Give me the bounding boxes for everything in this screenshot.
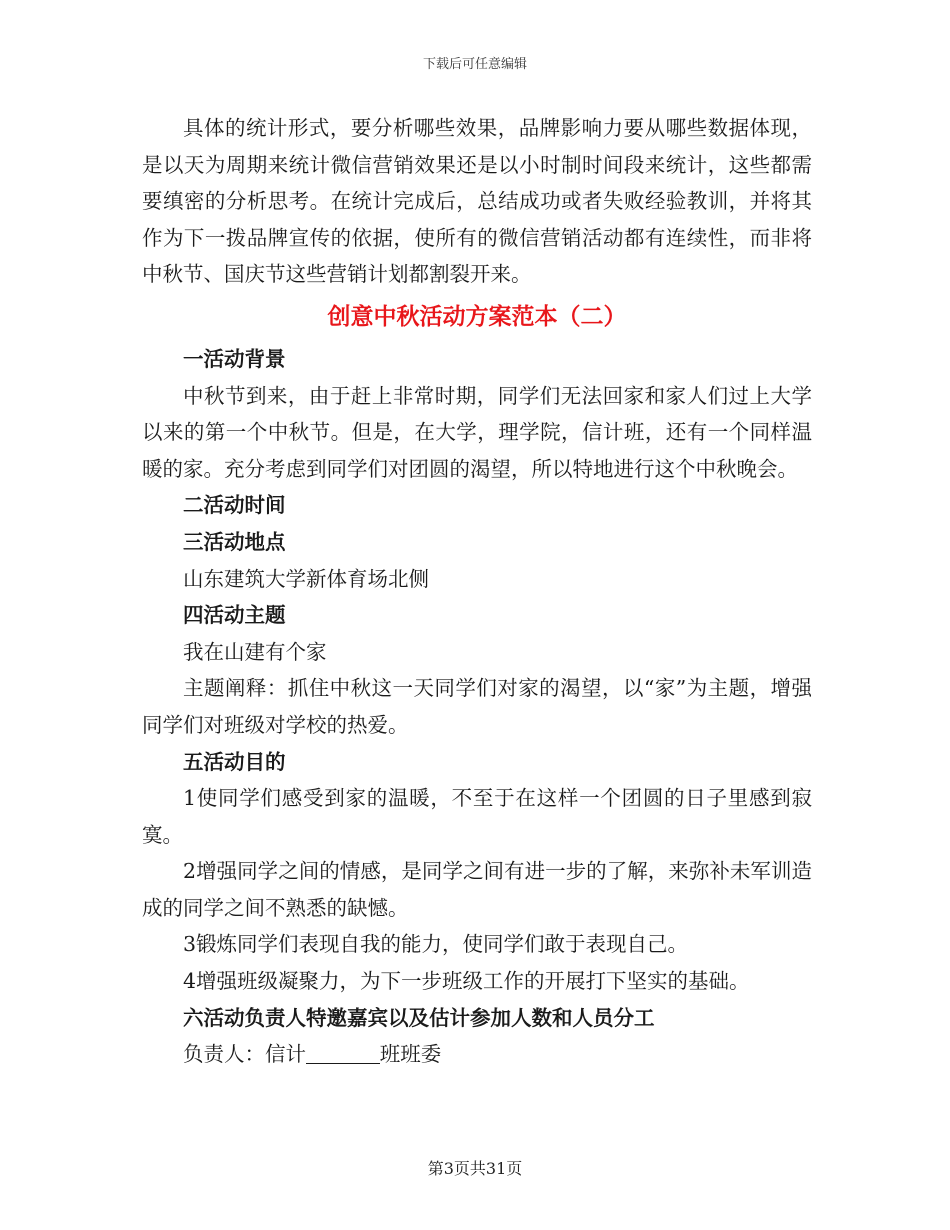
- heading-goals: 五活动目的: [183, 749, 286, 774]
- blank-underline: [306, 1043, 380, 1065]
- heading-staff: 六活动负责人特邀嘉宾以及估计参加人数和人员分工: [183, 1005, 655, 1030]
- responsible-suffix: 班班委: [379, 1042, 442, 1067]
- goal-item-2: 2增强同学之间的情感，是同学之间有进一步的了解，来弥补未军训造成的同学之间不熟悉的缺憾。: [142, 859, 812, 920]
- responsible-prefix: 负责人：信计: [183, 1042, 306, 1067]
- goal-item-3: 3锻炼同学们表现自我的能力，使同学们敢于表现自己。: [183, 932, 689, 957]
- heading-theme: 四活动主题: [183, 603, 286, 628]
- heading-location: 三活动地点: [183, 529, 286, 554]
- page-footer: 第3页共31页: [427, 1159, 523, 1178]
- theme-text: 我在山建有个家: [183, 639, 327, 664]
- heading-time: 二活动时间: [183, 493, 286, 518]
- background-paragraph: 中秋节到来，由于赶上非常时期，同学们无法回家和家人们过上大学以来的第一个中秋节。但是，在大学，理学院，信计班，还有一个同样温暖的家。充分考虑到同学们对团圆的渴望，所以特地进行这个中秋晚会。: [142, 383, 812, 481]
- intro-paragraph: 具体的统计形式，要分析哪些效果，品牌影响力要从哪些数据体现，是以天为周期来统计微信营销效果还是以小时制时间段来统计，这些都需要缜密的分析思考。在统计完成后，总结成功或者失败经验教训，并将其作为下一拨品牌宣传的依据，使所有的微信营销活动都有连续性，而非将中秋节、国庆节这些营销计划都割裂开来。: [142, 116, 812, 287]
- location-text: 山东建筑大学新体育场北侧: [183, 566, 429, 591]
- heading-background: 一活动背景: [183, 346, 286, 371]
- responsible-line: [142, 1036, 812, 1073]
- theme-explanation: 主题阐释：抓住中秋这一天同学们对家的渴望，以“家”为主题，增强同学们对班级对学校的热爱。: [142, 676, 812, 737]
- document-body: [142, 110, 812, 1073]
- page-header: 下载后可任意编辑: [422, 57, 527, 72]
- goal-item-1: 1使同学们感受到家的温暖，不至于在这样一个团圆的日子里感到寂寞。: [142, 786, 812, 847]
- section-title: 创意中秋活动方案范本（二）: [327, 303, 627, 330]
- goal-item-4: 4增强班级凝聚力，为下一步班级工作的开展打下坚实的基础。: [183, 969, 750, 994]
